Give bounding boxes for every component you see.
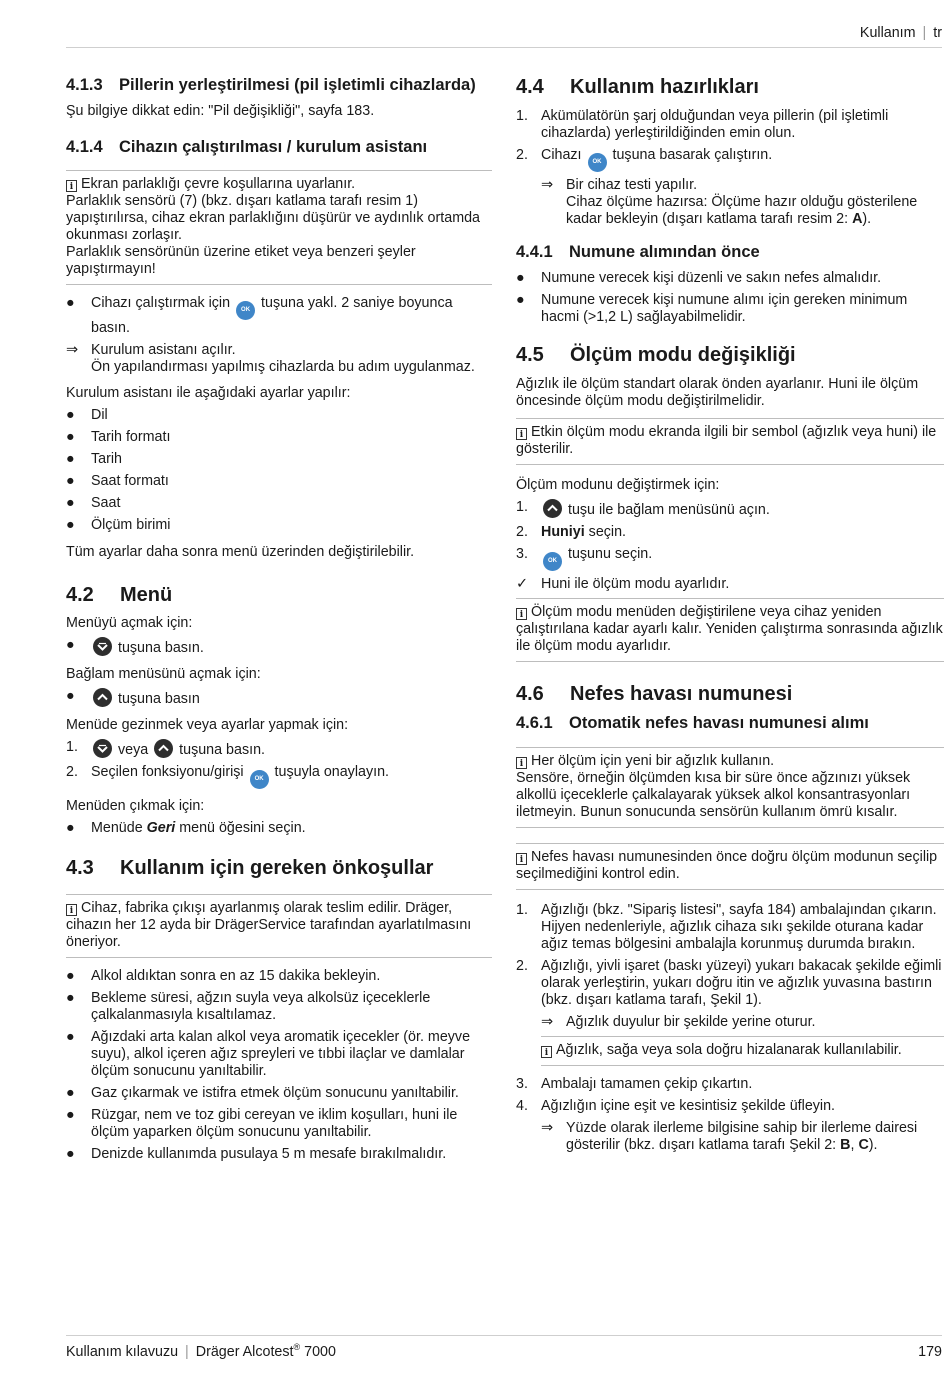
heading-4-4: 4.4 Kullanım hazırlıkları [516, 76, 759, 98]
note-mode-symbol: i Etkin ölçüm modu ekranda ilgili bir sembol (ağızlık veya huni) ile gösterilir. [516, 418, 944, 465]
menu-down-button-icon [93, 637, 112, 656]
ok-button-icon: OK [588, 153, 607, 172]
heading-4-6: 4.6 Nefes havası numunesi [516, 683, 793, 705]
list-item: ● Rüzgar, nem ve toz gibi cereyan ve iklim koşulları, huni ile ölçüm yaparken ölçüm sonucunu yanıltabilir. [66, 1107, 458, 1140]
prerequisites-list [66, 968, 492, 1163]
check-icon: ✓ [516, 576, 528, 592]
list-item: ● Cihazı çalıştırmak için OK tuşuna yakl. 2 saniye boyunca basın. [66, 295, 453, 336]
list-item: ● Tarih formatı [66, 429, 171, 445]
list-item: ● Bekleme süresi, ağzın suyla veya alkolsüz içeceklerle çalkalanmasıyla kısaltılamaz. [66, 990, 431, 1023]
result-item: ⇒ Kurulum asistanı açılır. Ön yapılandırması yapılmış cihazlarda bu adım uygulanmaz. [66, 342, 475, 375]
result-item: ⇒ Bir cihaz testi yapılır. Cihaz ölçüme hazırsa: Ölçüme hazır olduğu gösterilene kadar bekleyin (dışarı katlama tarafı resim 2: A). [541, 177, 918, 227]
list-item: ● Denizde kullanımda pusulaya 5 m mesafe bırakılmalıdır. [66, 1146, 447, 1162]
page-number: 179 [918, 1344, 942, 1360]
info-icon: i [516, 757, 527, 769]
menu-up-button-icon [154, 739, 173, 758]
list-item: 1. Ağızlığı (bkz. "Sipariş listesi", sayfa 184) ambalajından çıkarın. Hijyen nedenleriyle, ağızlık cihaza sıkı şekilde oturana kadar ağız temas bölgesini ambalajla korunmuş durumda bırakın. [516, 902, 937, 952]
list-item: ● Ağızdaki arta kalan alkol veya aromatik içecekler (ör. meyve suyu), alkol içeren ağız spreyleri ve tıbbi ilaçlar ve damlalar ölçüm sonucunu yanıltabilir. [66, 1029, 471, 1079]
info-icon: i [516, 853, 527, 865]
note-check-mode: i Nefes havası numunesinden önce doğru ölçüm modunun seçilip seçilmediğini kontrol edin. [516, 843, 944, 890]
text-setup-intro: Kurulum asistanı ile aşağıdaki ayarlar yapılır: [66, 385, 351, 401]
list-item: ✓ Huni ile ölçüm modu ayarlıdır. [516, 576, 730, 592]
menu-up-button-icon [93, 688, 112, 707]
list-item: ● Numune verecek kişi düzenli ve sakın nefes almalıdır. [516, 270, 882, 286]
note-alignment: i Ağızlık, sağa veya sola doğru hizalanarak kullanılabilir. [541, 1036, 944, 1066]
heading-4-6-1: 4.6.1 Otomatik nefes havası numunesi alımı [516, 714, 869, 732]
heading-4-3: 4.3 Kullanım için gereken önkoşullar [66, 857, 434, 879]
ok-button-icon: OK [250, 770, 269, 789]
ok-button-icon: OK [236, 301, 255, 320]
ok-button-icon: OK [543, 552, 562, 571]
page-footer: Kullanım kılavuzu | Dräger Alcotest® 7000 179 [66, 1335, 942, 1336]
list-item: ● Ölçüm birimi [66, 517, 171, 533]
list-item: ● tuşuna basın [66, 688, 200, 707]
info-icon: i [66, 904, 77, 916]
left-column: 4.1.3 Pillerin yerleştirilmesi (pil işletimli cihazlarda) Şu bilgiye dikkat edin: "Pil değişikliği", sayfa 183. 4.1.4 Cihazın çalıştırılması / kurulum asistanı i Ekran parlaklığı çevre koşullarına uyarlanır. Parlaklık sensörü (7) (bkz. dışarı katlama tarafı resim 1) yapıştırılırsa, cihaz ekran parlaklığını düşürür ve aydınlık ortamda okunması zorlaşır. Parlaklık sensörünün üzerine etiket veya benzeri şeyler yapıştırmayın! ● Cihazı çalıştırmak için OK tuşuna yakl. 2 saniye boyunca basın. ⇒ Kurulum asistanı açılır. Ön yapılandırması yapılmış cihazlarda bu adım uygulanmaz. Kurulum asistanı ile aşağıdaki ayarlar yapılır: ● Dil ● Tarih formatı ● Tarih ● Saat formatı ● Saat ● Ölçüm birimi Tüm ayarlar daha sonra menü üzerinden değiştirilebilir. 4.2 Menü Menüyü açmak için: ● tuşuna basın. Bağlam menüsünü açmak için: ● tuşuna basın Menüde gezinmek veya ayarlar yapmak için: 1. veya tuşuna basın. 2. Seçilen fonksiyonu/girişi OK tuşuyla onaylayın. Menüden çıkmak için: ● Menüde Geri menü öğesini seçin. 4.3 Kullanım için gereken önkoşullar i Cihaz, fabrika çıkışı ayarlanmış olarak teslim edilir. Dräger, cihazın her 12 ayda bir DrägerService tarafından ayarlatılmasını öneriyor. ● Alkol aldıktan sonra en az 15 dakika bekleyin. ● Bekleme süresi, ağzın suyla veya alkolsüz içeceklerle çalkalanmasıyla kısaltılamaz. ● Ağızdaki arta kalan alkol veya aromatik içecekler (ör. meyve suyu), alkol içeren ağız spreyleri ve tıbbi ilaçlar ve damlalar ölçüm sonucunu yanıltabilir. ● Gaz çıkarmak ve istifra etmek ölçüm sonucunu yanıltabilir. ● Rüzgar, nem ve toz gibi cereyan ve iklim koşulları, huni ile ölçüm yaparken ölçüm sonucunu yanıltabilir. ● Denizde kullanımda pusulaya 5 m mesafe bırakılmalıdır. [66, 75, 492, 1163]
header-section: Kullanım [859, 25, 916, 41]
page-header: Kullanım | tr [66, 0, 942, 48]
menu-down-button-icon [93, 739, 112, 758]
info-icon: i [516, 428, 527, 440]
info-icon: i [516, 608, 527, 620]
note-mode-persist: i Ölçüm modu menüden değiştirilene veya cihaz yeniden çalıştırılana kadar ayarlı kalır. Yeniden çalıştırma sonrasında ağızlık ile ölçüm modu ayarlıdır. [516, 598, 944, 662]
list-item: 1. veya tuşuna basın. [66, 739, 266, 758]
setup-list [66, 407, 492, 534]
note-mouthpiece: i Her ölçüm için yeni bir ağızlık kullanın. Sensöre, örneğin ölçümden kısa bir süre önce ağzınızı yüksek alkollü içeceklerle çalkalayarak yüksek alkol konsantrasyonları iletmeyin. Bunun sonucunda sensörün kullanım ömrü kısalır. [516, 747, 944, 828]
list-item: ● Numune verecek kişi numune alımı için gereken minimum hacmi (>1,2 L) sağlayabilmelidir. [516, 292, 908, 325]
note-calibration: i Cihaz, fabrika çıkışı ayarlanmış olarak teslim edilir. Dräger, cihazın her 12 ayda bir DrägerService tarafından ayarlatılmasını öneriyor. [66, 894, 492, 958]
list-item: ● Gaz çıkarmak ve istifra etmek ölçüm sonucunu yanıltabilir. [66, 1085, 459, 1101]
heading-4-1-3: 4.1.3 Pillerin yerleştirilmesi (pil işletimli cihazlarda) [66, 76, 476, 94]
menu-up-button-icon [543, 499, 562, 518]
list-item: 3. Ambalajı tamamen çekip çıkartın. [516, 1076, 753, 1092]
list-item: ● Saat formatı [66, 473, 169, 489]
list-item: 2. Huniyi seçin. [516, 524, 627, 540]
list-item: ● tuşuna basın. [66, 637, 204, 656]
list-item: ● Dil [66, 407, 108, 423]
result-item: ⇒ Ağızlık duyulur bir şekilde yerine oturur. [541, 1014, 816, 1030]
list-item: 4. Ağızlığın içine eşit ve kesintisiz şekilde üfleyin. [516, 1098, 836, 1114]
text-4-1-3: Şu bilgiye dikkat edin: "Pil değişikliği", sayfa 183. [66, 103, 375, 119]
result-item: ⇒ Yüzde olarak ilerleme bilgisine sahip bir ilerleme dairesi gösterilir (bkz. dışarı katlama tarafı Şekil 2: B, C). [541, 1120, 918, 1153]
list-item: ● Saat [66, 495, 121, 511]
heading-4-2: 4.2 Menü [66, 584, 173, 606]
note-brightness: i Ekran parlaklığı çevre koşullarına uyarlanır. Parlaklık sensörü (7) (bkz. dışarı katlama tarafı resim 1) yapıştırılırsa, cihaz ekran parlaklığını düşürür ve aydınlık ortamda okunması zorlaşır. Parlaklık sensörünün üzerine etiket veya benzeri şeyler yapıştırmayın! [66, 170, 492, 285]
right-column: 4.4 Kullanım hazırlıkları 1. Akümülatörün şarj olduğundan veya pillerin (pil işletimli cihazlarda) yerleştirildiğinden emin olun. 2. Cihazı OK tuşuna basarak çalıştırın. ⇒ Bir cihaz testi yapılır. Cihaz ölçüme hazırsa: Ölçüme hazır olduğu gösterilene kadar bekleyin (dışarı katlama tarafı resim 2: A). 4.4.1 Numune alımından önce ● Numune verecek kişi düzenli ve sakın nefes almalıdır. ● Numune verecek kişi numune alımı için gereken minimum hacmi (>1,2 L) sağlayabilmelidir. 4.5 Ölçüm modu değişikliği Ağızlık ile ölçüm standart olarak önden ayarlanır. Huni ile ölçüm öncesinde ölçüm modu değiştirilmelidir. i Etkin ölçüm modu ekranda ilgili bir sembol (ağızlık veya huni) ile gösterilir. Ölçüm modunu değiştirmek için: 1. tuşu ile bağlam menüsünü açın. 2. Huniyi seçin. 3. OK tuşunu seçin. ✓ Huni ile ölçüm modu ayarlıdır. i Ölçüm modu menüden değiştirilene veya cihaz yeniden çalıştırılana kadar ayarlı kalır. Yeniden çalıştırma sonrasında ağızlık ile ölçüm modu ayarlıdır. 4.6 Nefes havası numunesi 4.6.1 Otomatik nefes havası numunesi alımı i Her ölçüm için yeni bir ağızlık kullanın. Sensöre, örneğin ölçümden kısa bir süre önce ağzınızı yüksek alkollü içeceklerle çalkalayarak yüksek alkol konsantrasyonları iletmeyin. Bunun sonucunda sensörün kullanım ömrü kısalır. i Nefes havası numunesinden önce doğru ölçüm modunun seçilip seçilmediğini kontrol edin. 1. Ağızlığı (bkz. "Sipariş listesi", sayfa 184) ambalajından çıkarın. Hijyen nedenleriyle, ağızlık cihaza sıkı şekilde oturana kadar ağız temas bölgesini ambalajla korunmuş durumda bırakın. 2. Ağızlığı, yivli işaret (baskı yüzeyi) yukarı bakacak şekilde eğimli olarak yerleştirin, yukarı doğru itin ve ağızlık yuvasına bastırın (bkz. dışarı katlama tarafı, Şekil 1). ⇒ Ağızlık duyulur bir şekilde yerine oturur. i Ağızlık, sağa veya sola doğru hizalanarak kullanılabilir. 3. Ambalajı tamamen çekip çıkartın. 4. Ağızlığın içine eşit ve kesintisiz şekilde üfleyin. ⇒ Yüzde olarak ilerleme bilgisine sahip bir ilerleme dairesi gösterilir (bkz. dışarı katlama tarafı Şekil 2: B, C). [516, 76, 943, 1153]
info-icon: i [66, 180, 77, 192]
heading-4-5: 4.5 Ölçüm modu değişikliği [516, 344, 796, 366]
heading-4-1-4: 4.1.4 Cihazın çalıştırılması / kurulum asistanı [66, 138, 428, 156]
heading-4-4-1: 4.4.1 Numune alımından önce [516, 243, 760, 261]
list-item: ● Alkol aldıktan sonra en az 15 dakika bekleyin. [66, 968, 381, 984]
footer-product: Dräger Alcotest [195, 1344, 294, 1360]
info-icon: i [541, 1046, 552, 1058]
list-item: 1. Akümülatörün şarj olduğundan veya pillerin (pil işletimli cihazlarda) yerleştirildiğinden emin olun. [516, 108, 889, 141]
footer-manual: Kullanım kılavuzu [66, 1344, 179, 1360]
header-lang: tr [933, 25, 942, 41]
list-item: ● Tarih [66, 451, 122, 467]
list-item: 2. Ağızlığı, yivli işaret (baskı yüzeyi) yukarı bakacak şekilde eğimli olarak yerleştirin, yukarı doğru itin ve ağızlık yuvasına bastırın (bkz. dışarı katlama tarafı, Şekil 1). [516, 958, 942, 1008]
list-item: 3. OK tuşunu seçin. [516, 546, 944, 571]
list-item: 1. tuşu ile bağlam menüsünü açın. [516, 499, 770, 518]
footer-model: 7000 [304, 1344, 336, 1360]
list-item: ● Menüde Geri menü öğesini seçin. [66, 820, 306, 836]
text-setup-outro: Tüm ayarlar daha sonra menü üzerinden değiştirilebilir. [66, 544, 415, 560]
list-item: 2. Seçilen fonksiyonu/girişi OK tuşuyla onaylayın. [66, 764, 492, 789]
list-item: 2. Cihazı OK tuşuna basarak çalıştırın. [516, 147, 944, 172]
